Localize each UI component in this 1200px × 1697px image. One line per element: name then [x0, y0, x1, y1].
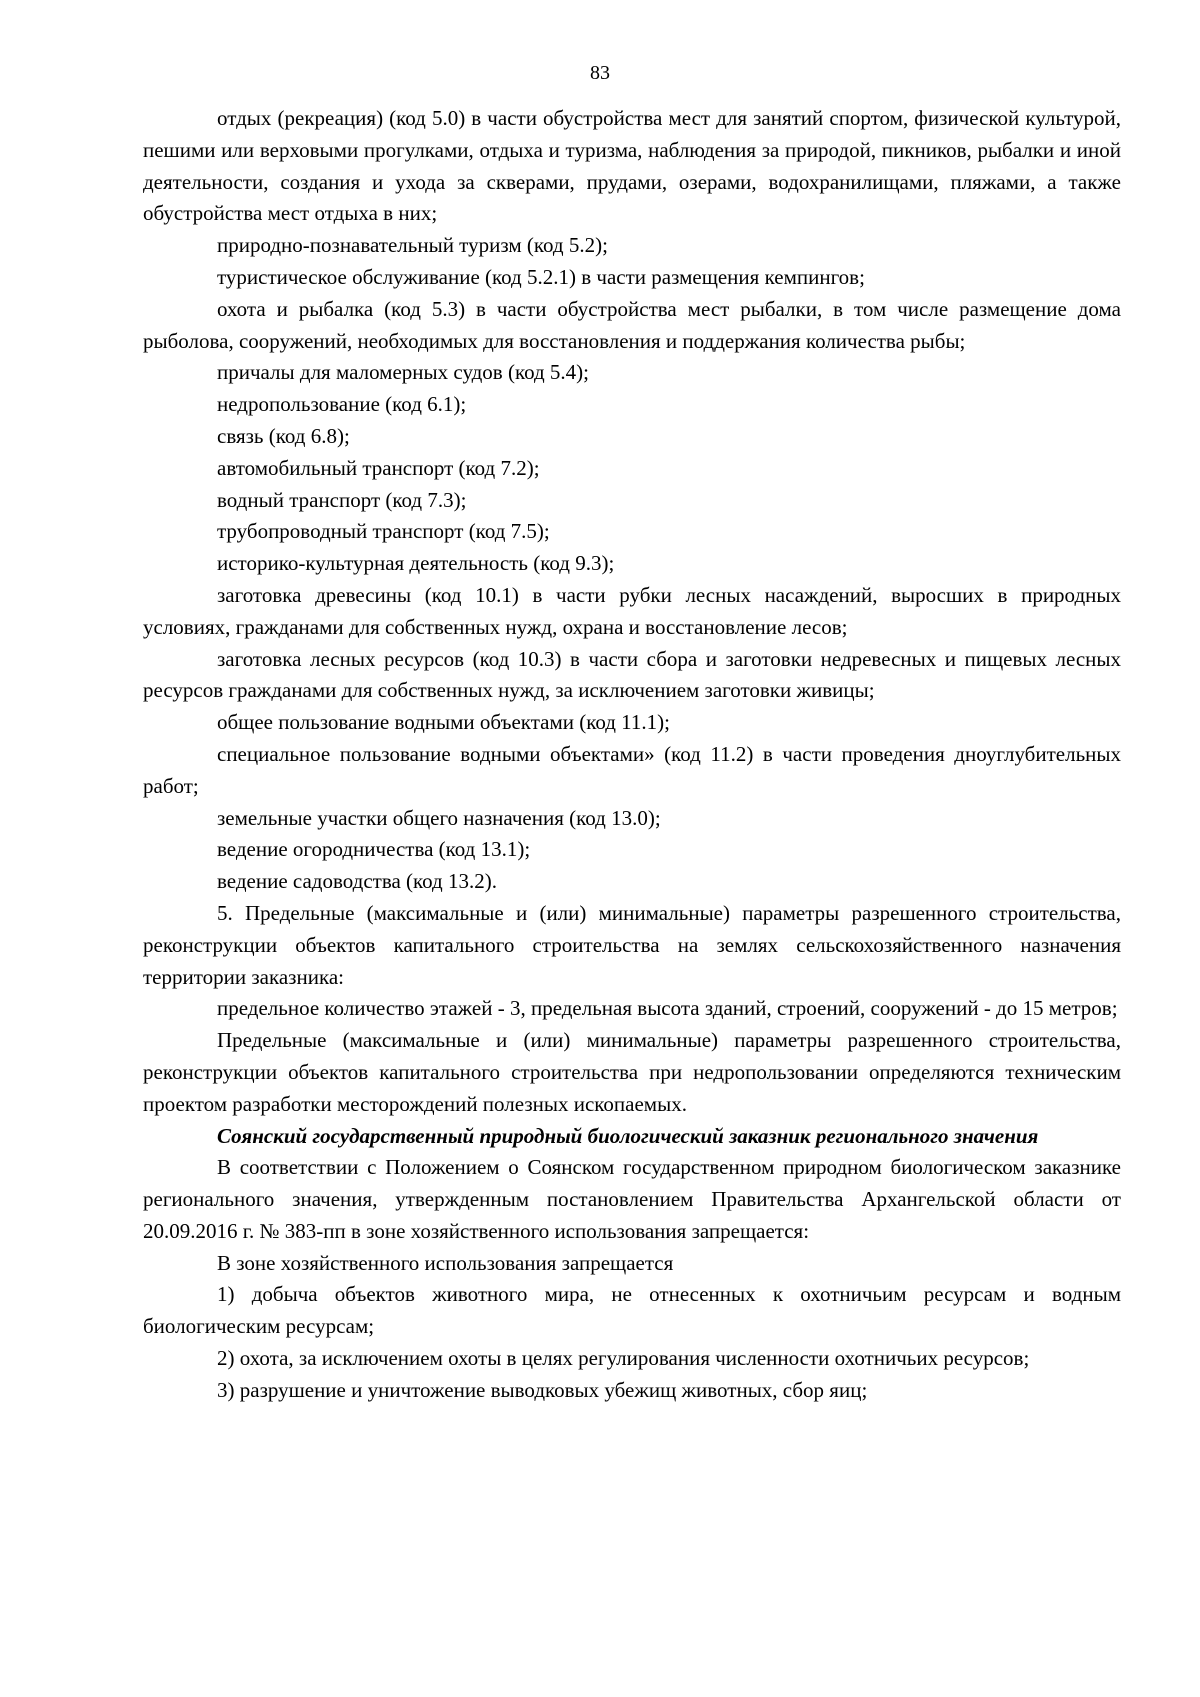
list-item-3: 3) разрушение и уничтожение выводковых убежищ животных, сбор яиц;: [217, 1377, 868, 1402]
document-body: [143, 103, 1121, 1407]
paragraph-timber-harvest: заготовка древесины (код 10.1) в части рубки лесных насаждений, выросших в природных условиях, гражданами для собственных нужд, охрана и восстановление лесов;: [143, 582, 1121, 639]
paragraph-tourist-service: туристическое обслуживание (код 5.2.1) в части размещения кемпингов;: [217, 264, 865, 289]
paragraph-water-transport: водный транспорт (код 7.3);: [217, 487, 467, 512]
paragraph-horticulture: ведение садоводства (код 13.2).: [217, 869, 497, 894]
paragraph-water-special-use: специальное пользование водными объектами» (код 11.2) в части проведения дноуглубительных работ;: [143, 741, 1121, 798]
paragraph-prohibited-intro: В зоне хозяйственного использования запрещается: [217, 1250, 674, 1275]
paragraph-forest-resources: заготовка лесных ресурсов (код 10.3) в части сбора и заготовки недревесных и пищевых лесных ресурсов гражданами для собственных нужд, за исключением заготовки живицы;: [143, 646, 1121, 703]
section-heading: Соянский государственный природный биологический заказник регионального значения: [217, 1123, 1039, 1148]
paragraph-communication: связь (код 6.8);: [217, 423, 350, 448]
paragraph-common-land: земельные участки общего назначения (код 13.0);: [217, 805, 661, 830]
paragraph-gardening: ведение огородничества (код 13.1);: [217, 837, 531, 862]
paragraph-subsoil-use: недропользование (код 6.1);: [217, 392, 467, 417]
paragraph-road-transport: автомобильный транспорт (код 7.2);: [217, 455, 540, 480]
paragraph-floors-height: предельное количество этажей - 3, предельная высота зданий, строений, сооружений - до 15 метров;: [217, 996, 1118, 1021]
paragraph-item-5: 5. Предельные (максимальные и (или) минимальные) параметры разрешенного строительства, реконструкции объектов капитального строительства на землях сельскохозяйственного назначения территории заказника:: [143, 900, 1121, 989]
paragraph-cultural-activity: историко-культурная деятельность (код 9.3);: [217, 551, 615, 576]
paragraph-nature-tourism: природно-познавательный туризм (код 5.2);: [217, 233, 608, 258]
list-item-1: 1) добыча объектов животного мира, не отнесенных к охотничьим ресурсам и водным биологическим ресурсам;: [143, 1282, 1121, 1339]
paragraph-subsoil-parameters: Предельные (максимальные и (или) минимальные) параметры разрешенного строительства, реконструкции объектов капитального строительства при недропользовании определяются техническим проектом разработки месторождений полезных ископаемых.: [143, 1028, 1121, 1116]
paragraph-piers: причалы для маломерных судов (код 5.4);: [217, 360, 590, 385]
list-item-2: 2) охота, за исключением охоты в целях регулирования численности охотничьих ресурсов;: [217, 1346, 1030, 1371]
paragraph-water-common-use: общее пользование водными объектами (код 11.1);: [217, 710, 670, 735]
paragraph-pipeline-transport: трубопроводный транспорт (код 7.5);: [217, 519, 550, 544]
paragraph-hunting-fishing: охота и рыбалка (код 5.3) в части обустройства мест рыбалки, в том числе размещение дома рыболова, сооружений, необходимых для восстановления и поддержания количества рыбы;: [143, 296, 1121, 353]
paragraph-recreation: отдых (рекреация) (код 5.0) в части обустройства мест для занятий спортом, физической культурой, пешими или верховыми прогулками, отдыха и туризма, наблюдения за природой, пикников, рыбалки и иной деятельности, создания и ухода за скверами, прудами, озерами, водохранилищами, пляжами, а также обустройства мест отдыха в них;: [143, 106, 1121, 226]
page-number: 83: [590, 62, 610, 84]
paragraph-regulation: В соответствии с Положением о Соянском государственном природном биологическом заказнике регионального значения, утвержденным постановлением Правительства Архангельской области от 20.09.2016 г. № 383-пп в зоне хозяйственного использования запрещается:: [143, 1155, 1121, 1243]
